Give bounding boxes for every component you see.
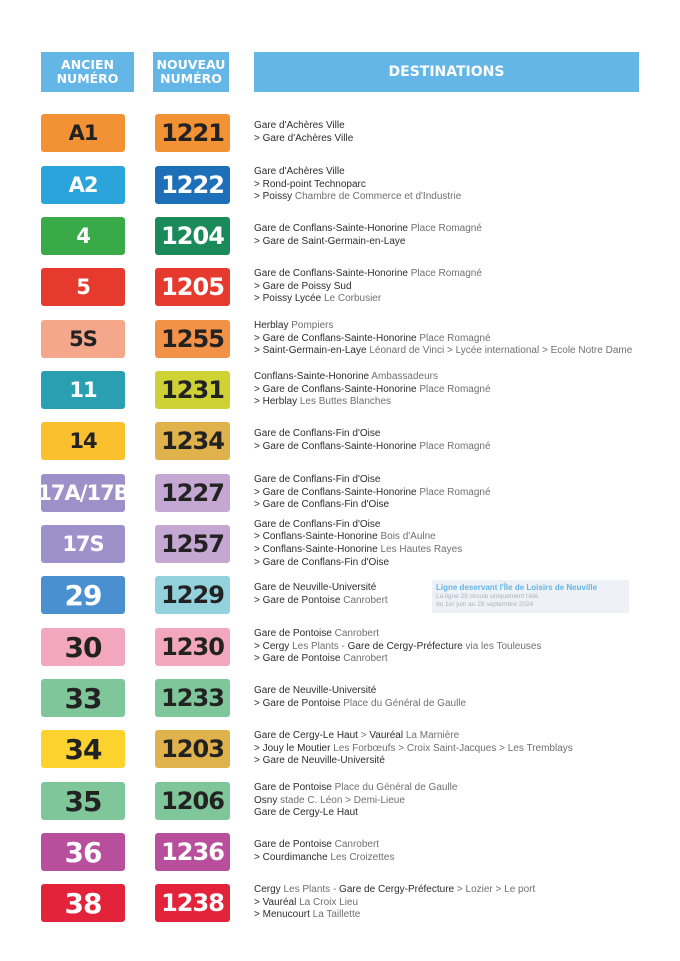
- destination-line: [254, 807, 674, 820]
- destination-line: [254, 557, 674, 570]
- destination-line: [254, 519, 674, 532]
- new-number-badge: 1238: [155, 884, 230, 922]
- destination-segment: via les Touleuses: [462, 640, 542, 652]
- destination-line: [254, 782, 674, 795]
- destination-segment: Canrobert: [340, 595, 388, 606]
- destination-segment: Place Romagné: [416, 486, 491, 498]
- destination-line: [254, 320, 674, 333]
- destination-segment: Gare de Conflans-Sainte-Honorine: [254, 223, 408, 235]
- destination-segment: > Poissy Lycée: [254, 293, 322, 305]
- destination-segment: >: [357, 729, 370, 741]
- old-number-badge: 35: [41, 782, 125, 820]
- destination-list: [254, 839, 674, 864]
- destination-segment: Ambassadeurs: [369, 370, 439, 382]
- destination-line: [254, 852, 674, 865]
- destination-list: [254, 730, 674, 768]
- destination-segment: > Gare de Conflans-Sainte-Honorine: [254, 441, 417, 452]
- old-number-badge: 5: [41, 268, 125, 306]
- destination-segment: Herblay: [254, 319, 289, 331]
- destination-line: [254, 333, 674, 346]
- destination-list: [254, 268, 674, 306]
- destination-segment: Les Plants -: [280, 883, 340, 895]
- destination-segment: Place du Général de Gaulle: [331, 781, 458, 793]
- destination-segment: > Saint-Germain-en-Laye: [254, 345, 367, 357]
- destination-line: [254, 839, 674, 852]
- destination-segment: Cergy: [254, 883, 281, 895]
- new-number-badge: 1227: [155, 474, 230, 512]
- old-number-badge: 34: [41, 730, 125, 768]
- note-title: Ligne deservant l'Île de Loisirs de Neuville: [436, 583, 598, 592]
- destination-line: [254, 698, 674, 711]
- destination-segment: Place du Général de Gaulle: [340, 698, 467, 709]
- destination-segment: Gare de Pontoise: [254, 627, 332, 639]
- new-number-badge: 1231: [155, 371, 230, 409]
- destination-segment: Canrobert: [340, 653, 388, 665]
- old-number-badge: 14: [41, 422, 125, 460]
- old-number-badge: 29: [41, 576, 125, 614]
- destination-line: [254, 795, 674, 808]
- destination-segment: Gare d'Achères Ville: [254, 165, 345, 177]
- destination-line: [254, 236, 674, 249]
- destination-line: [254, 743, 674, 756]
- destination-segment: Le Corbusier: [321, 293, 382, 305]
- old-number-badge: 17A/17B: [41, 474, 125, 512]
- destination-line: [254, 884, 674, 897]
- header-old-line1: ANCIEN: [61, 57, 114, 72]
- destination-list: [254, 166, 674, 204]
- destination-line: [254, 120, 674, 133]
- new-number-badge: 1229: [155, 576, 230, 614]
- destination-line: [254, 223, 674, 236]
- destination-segment: > Menucourt: [254, 909, 310, 921]
- header-old-number: [41, 52, 134, 92]
- old-number-badge: 30: [41, 628, 125, 666]
- destination-line: [254, 371, 674, 384]
- new-number-badge: 1206: [155, 782, 230, 820]
- destination-segment: Les Plants -: [289, 640, 348, 652]
- destination-segment: Gare de Cergy-Le Haut: [254, 807, 358, 819]
- destination-line: [254, 179, 674, 192]
- destination-segment: Place Romagné: [416, 332, 491, 344]
- destination-segment: Gare d'Achères Ville: [254, 120, 345, 132]
- destination-line: [254, 628, 674, 641]
- destination-line: [254, 191, 674, 204]
- new-number-badge: 1236: [155, 833, 230, 871]
- destination-segment: Place Romagné: [416, 383, 491, 395]
- destination-segment: > Gare de Conflans-Fin d'Oise: [254, 556, 390, 568]
- header-new-number: [153, 52, 229, 92]
- destination-segment: > Gare de Conflans-Fin d'Oise: [254, 499, 390, 511]
- destination-line: [254, 268, 674, 281]
- destination-segment: Place Romagné: [416, 441, 491, 452]
- destination-line: [254, 685, 674, 698]
- destination-list: [254, 685, 674, 710]
- new-number-badge: 1233: [155, 679, 230, 717]
- destination-segment: > Jouy le Moutier: [254, 742, 331, 754]
- destination-segment: Vauréal: [369, 729, 404, 741]
- destination-segment: > Gare de Saint-Germain-en-Laye: [254, 236, 406, 247]
- destination-segment: Gare de Conflans-Fin d'Oise: [254, 473, 381, 485]
- header-new-line1: NOUVEAU: [156, 57, 226, 72]
- destination-line: [254, 499, 674, 512]
- destination-segment: Les Croizettes: [327, 852, 395, 863]
- destination-segment: > Lozier > Le port: [454, 883, 536, 895]
- destination-segment: Place Romagné: [407, 267, 482, 279]
- destination-line: [254, 428, 674, 441]
- destination-line: [254, 281, 674, 294]
- old-number-badge: 17S: [41, 525, 125, 563]
- destination-list: [254, 519, 674, 570]
- destination-line: [254, 166, 674, 179]
- destination-segment: > Gare de Pontoise: [254, 653, 341, 665]
- destination-list: [254, 628, 674, 666]
- destination-list: [254, 428, 674, 453]
- destination-line: [254, 487, 674, 500]
- destination-segment: Canrobert: [331, 839, 380, 851]
- destination-segment: Bois d'Aulne: [377, 531, 436, 543]
- destination-segment: Gare de Cergy-Préfecture: [339, 883, 455, 895]
- destination-segment: Osny: [254, 794, 278, 806]
- destination-line: [254, 384, 674, 397]
- destination-segment: Conflans-Sainte-Honorine: [254, 370, 370, 382]
- destination-segment: Les Forbœufs > Croix Saint-Jacques > Les Tremblays: [330, 742, 573, 754]
- destination-segment: Gare de Neuville-Université: [254, 685, 377, 697]
- destination-segment: Pompiers: [288, 319, 334, 331]
- destination-segment: > Poissy: [254, 191, 293, 203]
- destination-list: [254, 320, 674, 358]
- destination-segment: Gare de Pontoise: [254, 781, 332, 793]
- destination-line: [254, 755, 674, 768]
- destination-segment: La Marnière: [403, 729, 460, 741]
- destination-segment: La Croix Lieu: [296, 896, 359, 908]
- destination-segment: Gare de Pontoise: [254, 839, 332, 851]
- destination-segment: Place Romagné: [407, 223, 482, 235]
- destination-segment: Gare de Neuville-Université: [254, 582, 377, 594]
- destination-segment: Gare de Cergy-Préfecture: [347, 640, 463, 652]
- destination-segment: > Vauréal: [254, 896, 297, 908]
- old-number-badge: A1: [41, 114, 125, 152]
- destination-line: [254, 133, 674, 146]
- new-number-badge: 1230: [155, 628, 230, 666]
- header-destinations: DESTINATIONS: [254, 52, 639, 92]
- destination-segment: > Gare de Conflans-Sainte-Honorine: [254, 486, 417, 498]
- new-number-badge: 1221: [155, 114, 230, 152]
- new-number-badge: 1205: [155, 268, 230, 306]
- destination-line: [254, 441, 674, 454]
- destination-segment: > Gare de Pontoise: [254, 698, 341, 709]
- destination-segment: > Courdimanche: [254, 852, 328, 863]
- destination-line: [254, 474, 674, 487]
- destination-segment: stade C. Léon > Demi-Lieue: [277, 794, 405, 806]
- destination-line: [254, 345, 674, 358]
- destination-segment: Léonard de Vinci > Lycée international > Ecole Notre Dame: [366, 345, 633, 357]
- destination-segment: > Gare de Poissy Sud: [254, 280, 352, 292]
- destination-line: [254, 730, 674, 743]
- destination-line: [254, 909, 674, 922]
- old-number-badge: 11: [41, 371, 125, 409]
- destination-segment: Gare de Conflans-Sainte-Honorine: [254, 267, 408, 279]
- destination-segment: Gare de Cergy-Le Haut: [254, 729, 358, 741]
- destination-segment: > Conflans-Sainte-Honorine: [254, 544, 378, 555]
- destination-line: [254, 544, 674, 557]
- old-number-badge: 5S: [41, 320, 125, 358]
- old-number-badge: A2: [41, 166, 125, 204]
- destination-segment: Chambre de Commerce et d'Industrie: [292, 191, 462, 203]
- destination-segment: La Taillette: [309, 909, 361, 921]
- note-line1: La ligne 29 circule uniquement l'été,: [436, 593, 540, 600]
- destination-segment: Canrobert: [331, 627, 380, 639]
- new-number-badge: 1203: [155, 730, 230, 768]
- destination-segment: Gare de Conflans-Fin d'Oise: [254, 518, 381, 530]
- destination-list: [254, 371, 674, 409]
- new-number-badge: 1222: [155, 166, 230, 204]
- destination-line: [254, 396, 674, 409]
- old-number-badge: 36: [41, 833, 125, 871]
- destination-list: [254, 474, 674, 512]
- destination-list: [254, 223, 674, 248]
- destination-segment: Les Hautes Rayes: [377, 544, 463, 555]
- old-number-badge: 33: [41, 679, 125, 717]
- destination-line: [254, 293, 674, 306]
- destination-segment: > Gare de Pontoise: [254, 595, 341, 606]
- destination-segment: Les Buttes Blanches: [297, 396, 392, 408]
- new-number-badge: 1255: [155, 320, 230, 358]
- destination-list: [254, 884, 674, 922]
- header-old-line2: NUMÉRO: [56, 71, 119, 86]
- header-new-line2: NUMÉRO: [160, 71, 222, 86]
- destination-segment: > Rond-point Technoparc: [254, 178, 366, 190]
- old-number-badge: 4: [41, 217, 125, 255]
- destination-segment: > Gare de Neuville-Université: [254, 755, 385, 767]
- destination-segment: > Herblay: [254, 396, 298, 408]
- destination-segment: > Gare de Conflans-Sainte-Honorine: [254, 383, 417, 395]
- destination-line: [254, 653, 674, 666]
- new-number-badge: 1204: [155, 217, 230, 255]
- destination-list: [254, 782, 674, 820]
- destination-list: [254, 120, 674, 145]
- note-line2: du 1er juin au 29 septembre 2024: [436, 600, 534, 608]
- new-number-badge: 1234: [155, 422, 230, 460]
- destination-segment: > Gare d'Achères Ville: [254, 133, 354, 144]
- destination-segment: > Cergy: [254, 640, 290, 652]
- line-29-note: [432, 580, 629, 613]
- destination-line: [254, 531, 674, 544]
- old-number-badge: 38: [41, 884, 125, 922]
- destination-segment: > Gare de Conflans-Sainte-Honorine: [254, 332, 417, 344]
- destination-segment: Gare de Conflans-Fin d'Oise: [254, 428, 381, 440]
- destination-segment: > Conflans-Sainte-Honorine: [254, 531, 378, 543]
- destination-line: [254, 897, 674, 910]
- destination-line: [254, 641, 674, 654]
- new-number-badge: 1257: [155, 525, 230, 563]
